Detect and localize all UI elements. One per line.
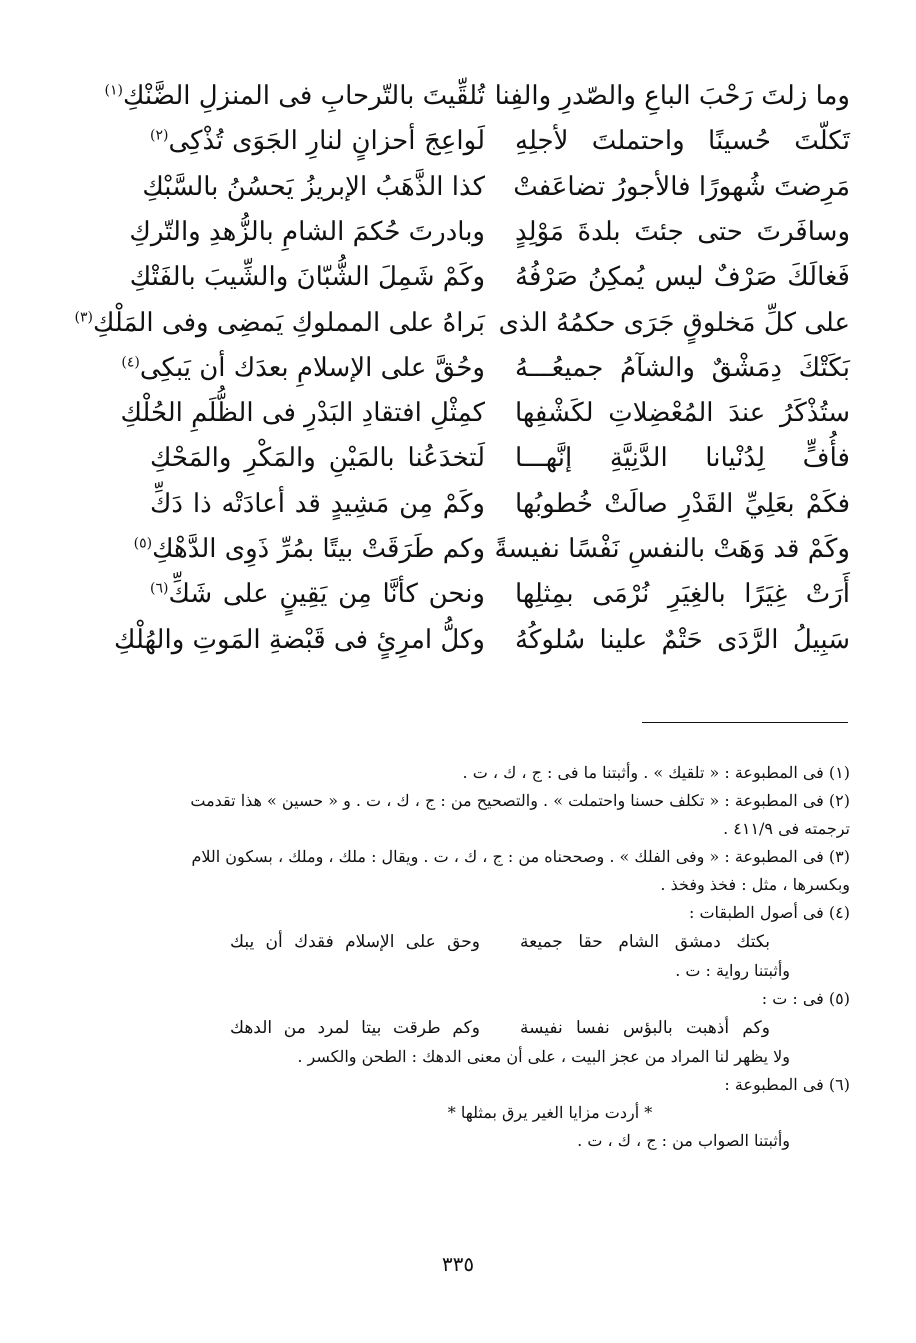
footnote-ref: (٦) — [150, 580, 169, 597]
verse-line — [120, 391, 850, 436]
verse-line — [121, 346, 850, 391]
verse-second-hemistich — [142, 171, 485, 203]
footnote-4-note: وأثبتنا رواية : ت . — [675, 961, 790, 980]
verse-second-hemistich — [150, 579, 485, 610]
verse-line — [150, 482, 850, 527]
verse-text: كمِثْلِ افتقادِ البَدْرِ فى الظُّلَمِ الحُلْكِ — [120, 398, 485, 429]
footnote-verse-second: وكم طرقت بيتا لمرد من الدهك — [230, 1018, 480, 1039]
verse-text: ونحن كأنَّا مِن يَقِينٍ على شَكِّ — [168, 579, 485, 610]
verse-second-hemistich — [104, 81, 485, 112]
verse-text: وكلُّ امرِئٍ فى قَبْضةِ المَوتِ والهُلْكِ — [114, 624, 485, 655]
footnote-4-verse — [130, 928, 850, 958]
verse-text: لَتخدَعُنا بالمَيْنِ والمَكْرِ والمَحْكِ — [150, 443, 485, 474]
verse-line — [142, 165, 850, 210]
footnote-ref: (٢) — [150, 127, 169, 144]
verse-line — [150, 436, 850, 481]
footnote-5: (٥) فى : ت : — [761, 989, 850, 1008]
verse-second-hemistich — [129, 262, 485, 293]
footnote-verse-second: وحق على الإسلام فقدك أن يبك — [230, 932, 480, 953]
verse-text: وبادرتَ حُكمَ الشامِ بالزُّهدِ والتّركِ — [129, 216, 485, 247]
verse-text: وكم طَرَقَتْ بيتًا بمُرِّ ذَوِى الدَّهْكِ — [152, 534, 485, 565]
footnote-ref: (٤) — [121, 354, 140, 371]
verse-line — [133, 527, 850, 572]
verse-first-hemistich: وما زلتَ رَحْبَ الباعِ والصّدرِ والفِنا — [494, 81, 850, 112]
verse-first-hemistich: وسافَرتَ حتى جئتَ بلدةَ مَوْلِدٍ — [515, 216, 850, 247]
verse-second-hemistich — [150, 126, 485, 157]
verse-second-hemistich — [129, 216, 485, 248]
verse-second-hemistich — [150, 443, 485, 474]
verse-first-hemistich: على كلِّ مَخلوقٍ جَرَى حكمُهُ الذى — [498, 307, 850, 338]
footnote-divider — [642, 722, 848, 723]
footnote-ref: (٣) — [74, 308, 93, 325]
verse-first-hemistich: سَبِيلُ الرَّدَى حَتْمٌ علينا سُلوكُهُ — [515, 624, 850, 655]
verse-text: كذا الذَّهَبُ الإبريزُ يَحسُنُ بالسَّبْكِ — [142, 171, 485, 202]
footnote-5-verse — [130, 1014, 850, 1044]
footnote-verse-first: بكتك دمشق الشام حقا جميعة — [520, 932, 770, 953]
footnote-4: (٤) فى أصول الطبقات : — [688, 903, 850, 922]
footnote-1: (١) فى المطبوعة : « تلقيك » . وأثبتنا ما فى : ج ، ك ، ت . — [462, 763, 850, 782]
verse-line — [129, 210, 850, 255]
verse-first-hemistich: ستُذْكَرُ عندَ المُعْضِلاتِ لكَشْفِها — [515, 398, 850, 429]
verse-line — [114, 618, 850, 663]
verse-line — [150, 572, 850, 617]
verse-line — [74, 300, 850, 345]
footnote-verse-first: وكم أذهبت بالبؤس نفسا نفيسة — [520, 1018, 770, 1039]
verse-second-hemistich — [150, 489, 485, 520]
verse-text: لَواعِجَ أحزانٍ لنارِ الجَوَى تُذْكِى — [168, 126, 485, 157]
footnote-3: (٣) فى المطبوعة : « وفى الفلك » . وصححناه من : ج ، ك ، ت . ويقال : ملك ، وملك ، بسكون اللام — [191, 847, 850, 866]
verse-first-hemistich: بَكَتْكَ دِمَشْقٌ والشآمُ جميعُـــهُ — [515, 352, 850, 383]
verse-first-hemistich: أَرَتْ غِيَرًا بالغِيَرِ نُرْمَى بمِثلِها — [515, 579, 850, 610]
footnote-6-note: وأثبتنا الصواب من : ج ، ك ، ت . — [577, 1131, 790, 1150]
verse-line — [150, 119, 850, 164]
poem — [74, 74, 850, 663]
verse-text: وكَمْ مِن مَشِيدٍ قد أعادَتْه ذا دَكِّ — [150, 488, 485, 519]
verse-first-hemistich: فكَمْ بعَلِيِّ القَدْرِ صالَتْ خُطوبُها — [515, 488, 850, 519]
footnote-ref: (٥) — [133, 535, 153, 552]
verse-text: بَراهُ على المملوكِ يَمضِى وفى المَلْكِ — [92, 307, 485, 338]
verse-second-hemistich — [121, 352, 485, 384]
footnote-3-continued: وبكسرها ، مثل : فخذ وفخذ . — [660, 875, 850, 894]
verse-line — [104, 74, 850, 119]
verse-first-hemistich: فأُفٍّ لِدُنْيانا الدَّنِيَّةِ إنَّهـــا — [515, 443, 850, 474]
footnote-2: (٢) فى المطبوعة : « تكلف حسنا واحتملت » . والتصحيح من : ج ، ك ، ت . و « حسين » هذا تقدمت — [190, 791, 850, 810]
verse-first-hemistich: فَغالَكَ صَرْفٌ ليس يُمكِنُ صَرْفُهُ — [515, 262, 850, 293]
page-number: ٣٣٥ — [441, 1252, 475, 1276]
verse-first-hemistich: مَرِضتَ شُهورًا فالأجورُ تضاعَفتْ — [513, 171, 850, 202]
verse-second-hemistich — [74, 307, 485, 339]
footnote-6-verse: * أردت مزايا الغير يرق بمثلها * — [447, 1103, 653, 1122]
verse-second-hemistich — [120, 398, 485, 429]
footnote-5-note: ولا يظهر لنا المراد من عجز البيت ، على أن معنى الدهك : الطحن والكسر . — [297, 1047, 790, 1066]
verse-line — [129, 255, 850, 300]
verse-first-hemistich: تَكلّتَ حُسينًا واحتملتَ لأجلِهِ — [515, 126, 850, 157]
footnote-ref: (١) — [104, 82, 124, 99]
footnote-2-continued: ترجمته فى ٤١١/٩ . — [723, 819, 850, 838]
verse-second-hemistich — [133, 534, 485, 565]
verse-first-hemistich: وكَمْ قد وَهَتْ بالنفسِ نَفْسًا نفيسةً — [494, 534, 850, 565]
verse-text: تُلقِّيتَ بالتّرحابِ فى المنزلِ الضَّنْكِ — [123, 81, 485, 112]
verse-second-hemistich — [114, 624, 485, 656]
verse-text: وكَمْ شَمِلَ الشُّبّانَ والشِّيبَ بالفَتْكِ — [129, 262, 485, 293]
footnotes — [130, 760, 850, 1156]
verse-text: وحُقَّ على الإسلامِ بعدَك أن يَبكِى — [139, 352, 485, 383]
footnote-6: (٦) فى المطبوعة : — [724, 1075, 850, 1094]
